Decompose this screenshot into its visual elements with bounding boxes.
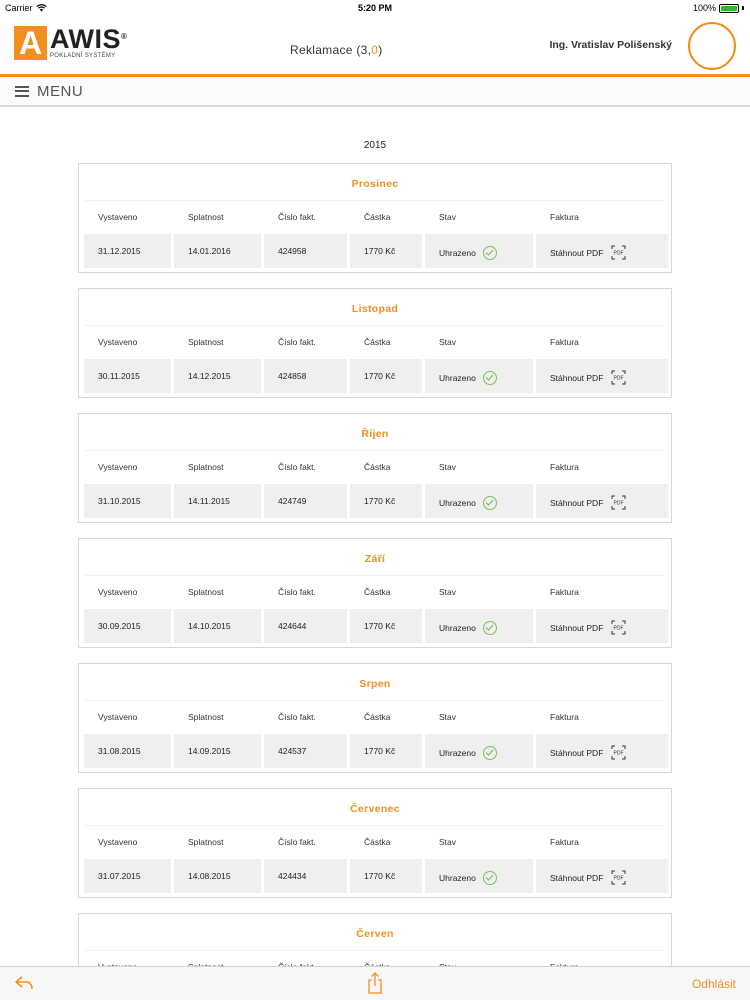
header-splatnost: Splatnost: [188, 712, 224, 722]
table-row: [84, 484, 668, 518]
logout-button[interactable]: Odhlásit: [691, 977, 736, 991]
table-row: [84, 234, 668, 268]
pdf-icon: [611, 620, 626, 635]
header-faktura: Faktura: [550, 212, 579, 222]
month-title: Říjen: [361, 428, 389, 440]
paid-check-icon: [483, 246, 497, 260]
header-faktura: Faktura: [550, 587, 579, 597]
battery-indicator: [693, 3, 744, 13]
status-cell: [425, 734, 533, 768]
table-row: [84, 859, 668, 893]
pdf-icon: [611, 870, 626, 885]
download-pdf-label: Stáhnout PDF: [550, 622, 604, 633]
invoice-number: 424434: [264, 859, 347, 893]
bottom-toolbar: [0, 966, 750, 1000]
month-title: Červenec: [350, 803, 400, 815]
due-date: 14.09.2015: [174, 734, 261, 768]
carrier-label: Carrier: [5, 3, 33, 13]
due-date: 14.08.2015: [174, 859, 261, 893]
header-vystaveno: Vystaveno: [98, 212, 138, 222]
invoice-number: 424858: [264, 359, 347, 393]
paid-check-icon: [483, 746, 497, 760]
header-castka: Částka: [364, 587, 391, 597]
month-title: Prosinec: [351, 178, 399, 190]
battery-percent: 100%: [692, 3, 716, 13]
due-date: 14.12.2015: [174, 359, 261, 393]
header-faktura: Faktura: [550, 712, 579, 722]
reklamace-link[interactable]: Reklamace (3,0): [290, 43, 383, 57]
header-stav: Stav: [439, 712, 457, 722]
battery-icon: [719, 4, 739, 13]
amount: 1770 Kč: [350, 359, 422, 393]
header-castka: Částka: [364, 212, 391, 222]
pdf-icon: [611, 495, 626, 510]
month-title: Listopad: [351, 303, 399, 315]
status-cell: [425, 484, 533, 518]
download-pdf-label: Stáhnout PDF: [550, 747, 604, 758]
status-label: Uhrazeno: [439, 247, 476, 258]
due-date: 14.11.2015: [174, 484, 261, 518]
invoice-list: [78, 163, 672, 1000]
header-cislo: Číslo fakt.: [278, 337, 316, 347]
header-cislo: Číslo fakt.: [278, 587, 316, 597]
svg-text:PDF: PDF: [613, 750, 624, 757]
card-divider: [85, 200, 665, 201]
amount: 1770 Kč: [350, 609, 422, 643]
app-header: [0, 16, 750, 76]
header-faktura: Faktura: [550, 337, 579, 347]
paid-check-icon: [483, 621, 497, 635]
pdf-icon: [611, 245, 626, 260]
amount: 1770 Kč: [350, 234, 422, 268]
download-pdf-button[interactable]: [536, 484, 668, 518]
column-headers: [79, 462, 671, 474]
issued-date: 31.07.2015: [84, 859, 171, 893]
header-faktura: Faktura: [550, 462, 579, 472]
card-divider: [85, 825, 665, 826]
header-castka: Částka: [364, 712, 391, 722]
header-splatnost: Splatnost: [188, 337, 224, 347]
column-headers: [79, 212, 671, 224]
header-stav: Stav: [439, 587, 457, 597]
table-row: [84, 359, 668, 393]
issued-date: 31.10.2015: [84, 484, 171, 518]
invoice-card: [78, 788, 672, 898]
reklamace-count: 0: [371, 43, 379, 57]
column-headers: [79, 712, 671, 724]
month-title: Srpen: [359, 678, 391, 690]
card-divider: [85, 700, 665, 701]
header-stav: Stav: [439, 337, 457, 347]
invoice-card: [78, 288, 672, 398]
status-cell: [425, 359, 533, 393]
share-icon[interactable]: [367, 972, 383, 994]
status-label: Uhrazeno: [439, 372, 476, 383]
download-pdf-button[interactable]: [536, 859, 668, 893]
menu-button[interactable]: [0, 77, 750, 107]
header-stav: Stav: [439, 212, 457, 222]
column-headers: [79, 587, 671, 599]
column-headers: [79, 337, 671, 349]
header-castka: Částka: [364, 337, 391, 347]
amount: 1770 Kč: [350, 484, 422, 518]
invoice-number: 424958: [264, 234, 347, 268]
header-stav: Stav: [439, 462, 457, 472]
logo-tagline: POKLADNÍ SYSTÉMY: [50, 53, 116, 59]
awis-logo[interactable]: [14, 26, 127, 60]
clock: 5:20 PM: [357, 3, 392, 13]
issued-date: 30.11.2015: [84, 359, 171, 393]
invoice-card: [78, 538, 672, 648]
logo-mark: A: [14, 26, 47, 60]
column-headers: [79, 837, 671, 849]
header-stav: Stav: [439, 837, 457, 847]
header-splatnost: Splatnost: [188, 212, 224, 222]
header-castka: Částka: [364, 462, 391, 472]
download-pdf-button[interactable]: [536, 609, 668, 643]
svg-text:PDF: PDF: [613, 625, 624, 632]
download-pdf-label: Stáhnout PDF: [550, 872, 604, 883]
download-pdf-button[interactable]: [536, 234, 668, 268]
status-bar: [0, 0, 750, 16]
download-pdf-label: Stáhnout PDF: [550, 247, 604, 258]
year-heading: 2015: [363, 140, 387, 151]
amount: 1770 Kč: [350, 734, 422, 768]
issued-date: 30.09.2015: [84, 609, 171, 643]
avatar[interactable]: [688, 22, 736, 70]
issued-date: 31.12.2015: [84, 234, 171, 268]
header-cislo: Číslo fakt.: [278, 212, 316, 222]
invoice-card: [78, 413, 672, 523]
status-cell: [425, 234, 533, 268]
card-divider: [85, 575, 665, 576]
download-pdf-label: Stáhnout PDF: [550, 497, 604, 508]
due-date: 14.01.2016: [174, 234, 261, 268]
header-castka: Částka: [364, 837, 391, 847]
due-date: 14.10.2015: [174, 609, 261, 643]
svg-text:PDF: PDF: [613, 500, 624, 507]
header-cislo: Číslo fakt.: [278, 712, 316, 722]
header-vystaveno: Vystaveno: [98, 587, 138, 597]
header-vystaveno: Vystaveno: [98, 712, 138, 722]
invoice-card: [78, 663, 672, 773]
status-label: Uhrazeno: [439, 872, 476, 883]
download-pdf-button[interactable]: [536, 359, 668, 393]
download-pdf-label: Stáhnout PDF: [550, 372, 604, 383]
header-faktura: Faktura: [550, 837, 579, 847]
invoice-number: 424749: [264, 484, 347, 518]
header-splatnost: Splatnost: [188, 587, 224, 597]
back-arrow-icon[interactable]: [14, 975, 34, 991]
invoice-number: 424537: [264, 734, 347, 768]
status-label: Uhrazeno: [439, 497, 476, 508]
invoice-card: [78, 163, 672, 273]
header-vystaveno: Vystaveno: [98, 462, 138, 472]
header-vystaveno: Vystaveno: [98, 337, 138, 347]
menu-label: MENU: [37, 82, 84, 100]
header-cislo: Číslo fakt.: [278, 462, 316, 472]
status-cell: [425, 859, 533, 893]
svg-text:PDF: PDF: [613, 875, 624, 882]
card-divider: [85, 325, 665, 326]
card-divider: [85, 450, 665, 451]
header-splatnost: Splatnost: [188, 837, 224, 847]
header-cislo: Číslo fakt.: [278, 837, 316, 847]
pdf-icon: [611, 745, 626, 760]
month-title: Září: [364, 553, 386, 565]
paid-check-icon: [483, 871, 497, 885]
header-vystaveno: Vystaveno: [98, 837, 138, 847]
status-cell: [425, 609, 533, 643]
pdf-icon: [611, 370, 626, 385]
invoice-number: 424644: [264, 609, 347, 643]
card-divider: [85, 950, 665, 951]
header-splatnost: Splatnost: [188, 462, 224, 472]
status-label: Uhrazeno: [439, 622, 476, 633]
amount: 1770 Kč: [350, 859, 422, 893]
paid-check-icon: [483, 496, 497, 510]
user-name: Ing. Vratislav Polišenský: [549, 39, 672, 51]
table-row: [84, 734, 668, 768]
month-title: Červen: [356, 928, 394, 940]
table-row: [84, 609, 668, 643]
paid-check-icon: [483, 371, 497, 385]
logo-brand: AWIS®: [50, 24, 128, 54]
hamburger-icon: [15, 86, 29, 97]
svg-text:PDF: PDF: [613, 375, 624, 382]
status-label: Uhrazeno: [439, 747, 476, 758]
svg-text:PDF: PDF: [613, 250, 624, 257]
issued-date: 31.08.2015: [84, 734, 171, 768]
download-pdf-button[interactable]: [536, 734, 668, 768]
